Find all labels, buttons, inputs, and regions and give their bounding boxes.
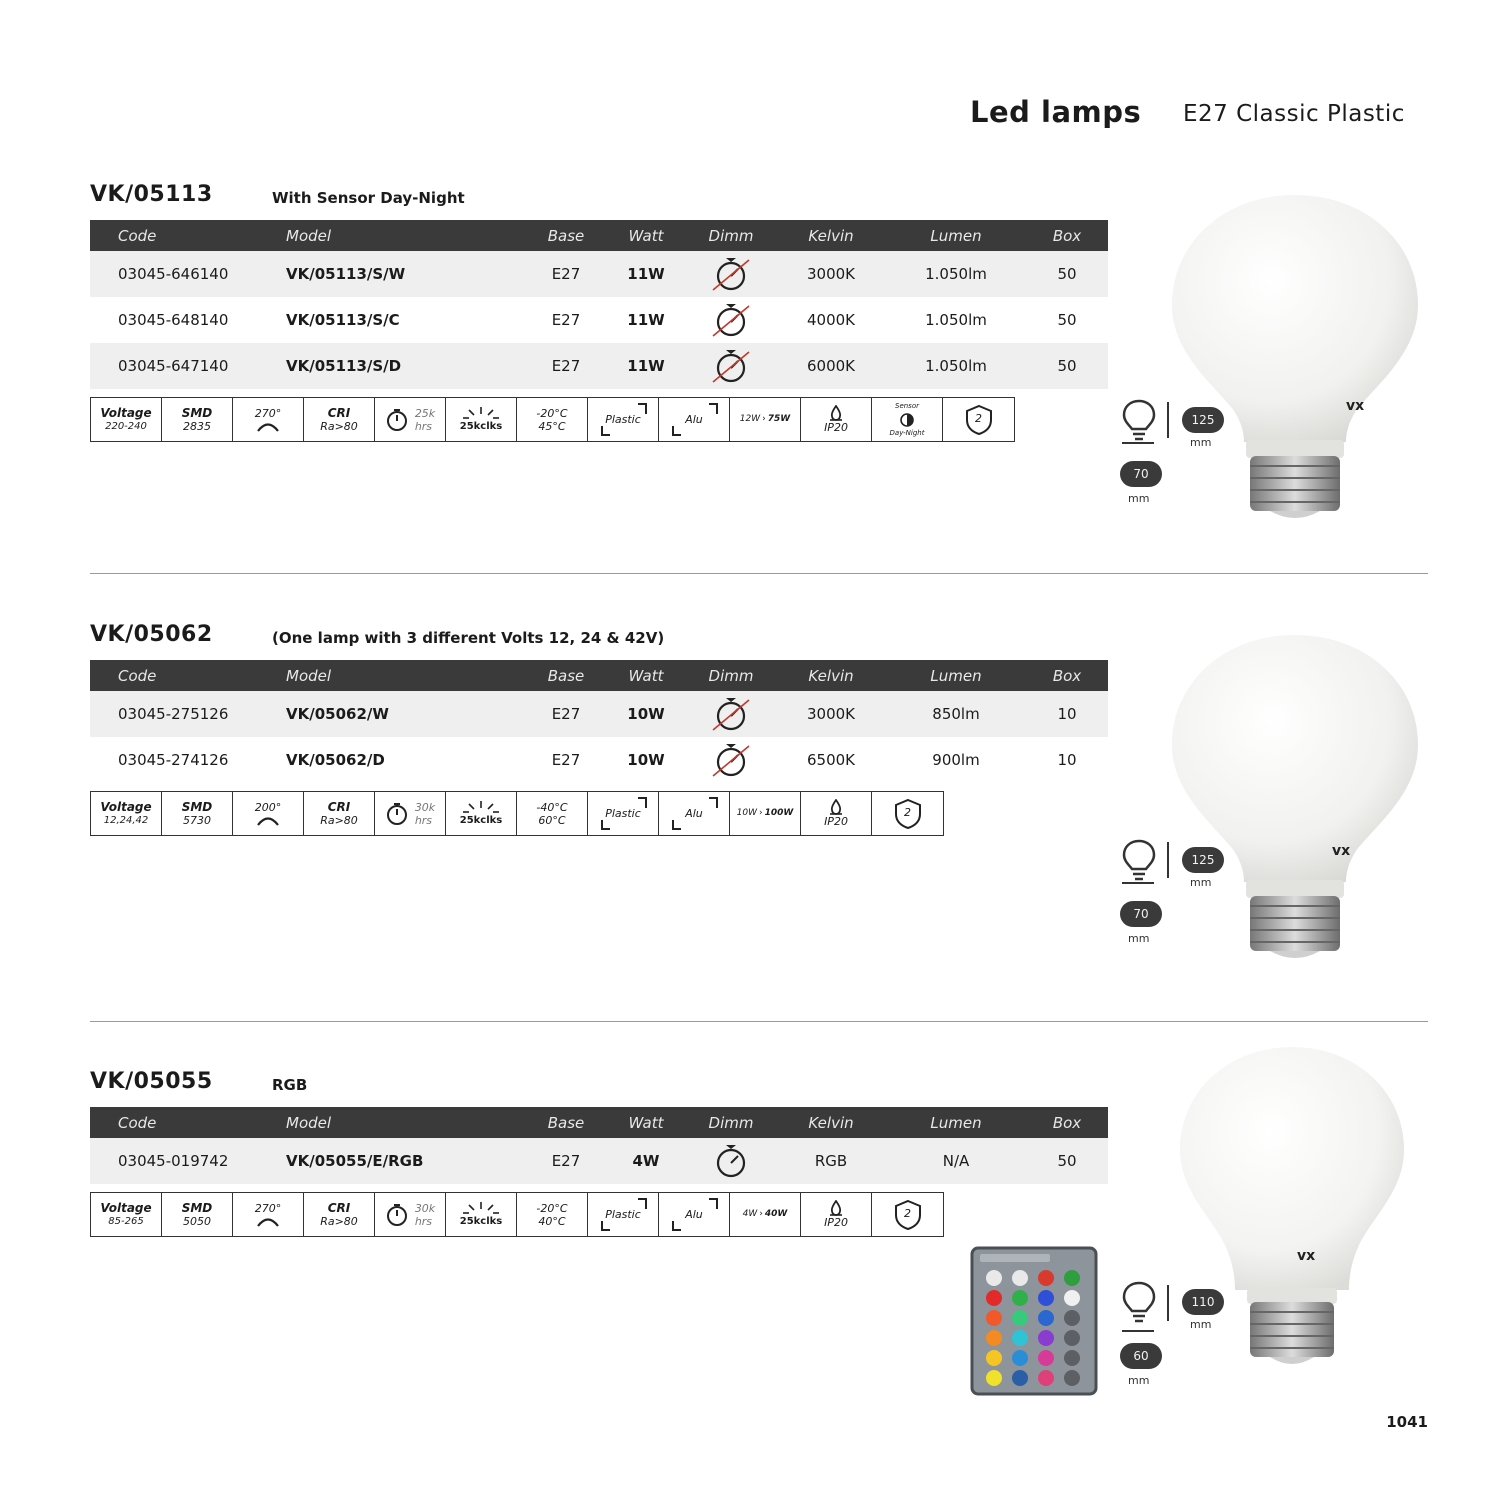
cell-box: 50 <box>1026 1138 1108 1184</box>
page-title: Led lamps <box>970 95 1142 129</box>
col-header-watt: Watt <box>606 220 686 251</box>
table-row <box>90 251 1108 297</box>
feature-voltage: Voltage 85-265 <box>91 1193 162 1236</box>
cell-watt: 11W <box>627 311 665 329</box>
feature-temperature: -20°C 45°C <box>517 398 588 441</box>
feature-icon-strip <box>90 397 1015 442</box>
diameter-unit: mm <box>1128 492 1150 505</box>
col-header-dimm: Dimm <box>686 1107 776 1138</box>
cell-dimm <box>686 343 776 389</box>
feature-equivalence: 12W › 75W <box>730 398 801 441</box>
height-unit: mm <box>1190 876 1212 889</box>
table-header-row <box>90 1107 1108 1138</box>
feature-housing: Plastic <box>588 1193 659 1236</box>
feature-cri: CRI Ra>80 <box>304 1193 375 1236</box>
feature-ip-rating: IP20 <box>801 1193 872 1236</box>
height-value: 110 <box>1182 1289 1224 1315</box>
switch-burst-icon <box>461 406 501 420</box>
cell-base: E27 <box>526 251 606 297</box>
feature-smd: SMD 5050 <box>162 1193 233 1236</box>
height-value: 125 <box>1182 407 1224 433</box>
cell-dimm <box>686 691 776 737</box>
cell-dimm <box>686 251 776 297</box>
table-row <box>90 691 1108 737</box>
col-header-box: Box <box>1026 1107 1108 1138</box>
section-divider <box>90 573 1428 574</box>
cell-dimm <box>686 297 776 343</box>
col-header-model: Model <box>286 660 526 691</box>
svg-text:vx: vx <box>1332 843 1351 859</box>
product-code-heading: VK/05055 <box>90 1069 213 1094</box>
cell-base: E27 <box>551 311 581 329</box>
cell-base: E27 <box>526 343 606 389</box>
feature-beam-angle: 270° <box>233 398 304 441</box>
diameter-value: 60 <box>1120 1343 1162 1369</box>
feature-voltage: Voltage 220-240 <box>91 398 162 441</box>
feature-voltage: Voltage 12,24,42 <box>91 792 162 835</box>
feature-beam-angle: 200° <box>233 792 304 835</box>
arrow-right-icon: › <box>759 808 763 818</box>
cell-dimm <box>686 737 776 783</box>
col-header-kelvin: Kelvin <box>776 220 886 251</box>
product-code-heading: VK/05062 <box>90 622 213 647</box>
width-marker <box>1122 442 1154 444</box>
sensor-day-night-icon <box>898 411 916 429</box>
height-marker <box>1167 842 1169 878</box>
dimmable-icon <box>709 1141 753 1181</box>
cell-watt: 11W <box>606 251 686 297</box>
col-header-code: Code <box>90 220 286 251</box>
not-dimmable-icon <box>709 300 753 340</box>
beam-angle-icon <box>255 814 281 826</box>
col-header-base: Base <box>526 220 606 251</box>
height-unit: mm <box>1190 436 1212 449</box>
bulb-outline-icon <box>1121 838 1157 884</box>
product-description: With Sensor Day-Night <box>272 189 465 207</box>
height-marker <box>1167 1285 1169 1321</box>
width-marker <box>1122 1330 1154 1332</box>
col-header-model: Model <box>286 220 526 251</box>
feature-icon-strip <box>90 791 944 836</box>
cell-box: 50 <box>1026 251 1108 297</box>
housing-bracket-icon <box>596 796 652 831</box>
cell-box: 50 <box>1057 311 1077 329</box>
cell-base: E27 <box>551 751 581 769</box>
feature-lifetime: 30k hrs <box>375 792 446 835</box>
table-header-row <box>90 660 1108 691</box>
cell-lumen: 850lm <box>886 691 1026 737</box>
heatsink-bracket-icon <box>667 402 723 437</box>
feature-lifetime: 25k hrs <box>375 398 446 441</box>
feature-temperature: -20°C 40°C <box>517 1193 588 1236</box>
cell-code: 03045-274126 <box>118 751 229 769</box>
height-unit: mm <box>1190 1318 1212 1331</box>
cell-box: 10 <box>1026 691 1108 737</box>
diameter-value: 70 <box>1120 461 1162 487</box>
lamp-illustration-2 <box>1115 630 1435 970</box>
col-header-code: Code <box>90 660 286 691</box>
not-dimmable-icon <box>709 694 753 734</box>
product-description: (One lamp with 3 different Volts 12, 24 & 42V) <box>272 629 665 647</box>
feature-warranty: 2 <box>943 398 1014 441</box>
table-row <box>90 343 1108 389</box>
arrow-right-icon: › <box>762 414 766 424</box>
feature-equivalence: 4W › 40W <box>730 1193 801 1236</box>
col-header-kelvin: Kelvin <box>776 1107 886 1138</box>
rgb-remote-control-image <box>970 1246 1098 1396</box>
cell-lumen: 1.050lm <box>886 343 1026 389</box>
cell-kelvin: 4000K <box>806 311 855 329</box>
feature-housing: Plastic <box>588 792 659 835</box>
cell-code: 03045-648140 <box>118 311 229 329</box>
product-description: RGB <box>272 1076 308 1094</box>
cell-box: 10 <box>1057 751 1077 769</box>
cell-kelvin: 6000K <box>776 343 886 389</box>
switch-burst-icon <box>461 1201 501 1215</box>
cell-model: VK/05113/S/W <box>286 251 526 297</box>
col-header-lumen: Lumen <box>886 220 1026 251</box>
beam-angle-icon <box>255 1215 281 1227</box>
feature-warranty: 2 <box>872 792 943 835</box>
cell-watt: 4W <box>606 1138 686 1184</box>
table-row <box>90 1138 1108 1184</box>
cell-box: 50 <box>1026 343 1108 389</box>
feature-beam-angle: 270° <box>233 1193 304 1236</box>
cell-kelvin: 3000K <box>776 251 886 297</box>
section-divider <box>90 1021 1428 1022</box>
cell-base: E27 <box>526 1138 606 1184</box>
page-number: 1041 <box>1386 1413 1428 1431</box>
feature-icon-strip <box>90 1192 944 1237</box>
product-code-heading: VK/05113 <box>90 182 213 207</box>
feature-heatsink: Alu <box>659 792 730 835</box>
page-subtitle: E27 Classic Plastic <box>1183 101 1405 127</box>
cell-model: VK/05113/S/C <box>286 311 400 329</box>
feature-equivalence: 10W › 100W <box>730 792 801 835</box>
cell-code: 03045-647140 <box>90 343 286 389</box>
svg-text:vx: vx <box>1346 398 1365 414</box>
feature-switch-cycles: 25kclks <box>446 398 517 441</box>
housing-bracket-icon <box>596 402 652 437</box>
heatsink-bracket-icon <box>667 1197 723 1232</box>
cell-code: 03045-275126 <box>90 691 286 737</box>
lamp-bulb-image <box>1170 630 1420 965</box>
arrow-right-icon: › <box>759 1209 763 1219</box>
col-header-watt: Watt <box>606 660 686 691</box>
feature-smd: SMD 2835 <box>162 398 233 441</box>
feature-temperature: -40°C 60°C <box>517 792 588 835</box>
feature-ip-rating: IP20 <box>801 398 872 441</box>
feature-heatsink: Alu <box>659 398 730 441</box>
height-marker <box>1167 402 1169 438</box>
bulb-outline-icon <box>1121 398 1157 444</box>
col-header-base: Base <box>526 660 606 691</box>
diameter-value: 70 <box>1120 901 1162 927</box>
col-header-box: Box <box>1026 220 1108 251</box>
beam-angle-icon <box>255 420 281 432</box>
col-header-watt: Watt <box>606 1107 686 1138</box>
col-header-dimm: Dimm <box>686 660 776 691</box>
cell-kelvin: 3000K <box>776 691 886 737</box>
not-dimmable-icon <box>709 346 753 386</box>
table-row <box>90 737 1108 783</box>
height-value: 125 <box>1182 847 1224 873</box>
col-header-lumen: Lumen <box>886 1107 1026 1138</box>
col-header-kelvin: Kelvin <box>776 660 886 691</box>
col-header-lumen: Lumen <box>886 660 1026 691</box>
water-drop-icon <box>829 799 843 815</box>
not-dimmable-icon <box>709 254 753 294</box>
feature-smd: SMD 5730 <box>162 792 233 835</box>
col-header-box: Box <box>1026 660 1108 691</box>
spec-table <box>90 660 1108 783</box>
timer-icon <box>385 408 409 432</box>
water-drop-icon <box>829 1200 843 1216</box>
cell-lumen: 1.050lm <box>925 311 987 329</box>
col-header-base: Base <box>526 1107 606 1138</box>
feature-housing: Plastic <box>588 398 659 441</box>
cell-model: VK/05113/S/D <box>286 343 526 389</box>
cell-watt: 11W <box>606 343 686 389</box>
feature-switch-cycles: 25kclks <box>446 1193 517 1236</box>
cell-lumen: 900lm <box>932 751 980 769</box>
not-dimmable-icon <box>709 740 753 780</box>
feature-cri: CRI Ra>80 <box>304 398 375 441</box>
table-row <box>90 297 1108 343</box>
svg-text:vx: vx <box>1297 1248 1316 1264</box>
switch-burst-icon <box>461 800 501 814</box>
cell-code: 03045-646140 <box>90 251 286 297</box>
heatsink-bracket-icon <box>667 796 723 831</box>
cell-dimm <box>686 1138 776 1184</box>
lamp-illustration-3 <box>1115 1045 1435 1390</box>
cell-watt: 10W <box>606 691 686 737</box>
col-header-code: Code <box>90 1107 286 1138</box>
bulb-outline-icon <box>1121 1280 1157 1326</box>
diameter-unit: mm <box>1128 1374 1150 1387</box>
diameter-unit: mm <box>1128 932 1150 945</box>
lamp-bulb-image <box>1170 190 1420 525</box>
cell-code: 03045-019742 <box>90 1138 286 1184</box>
feature-ip-rating: IP20 <box>801 792 872 835</box>
spec-table <box>90 1107 1108 1184</box>
lamp-illustration-1 <box>1115 190 1435 530</box>
cell-kelvin: RGB <box>776 1138 886 1184</box>
cell-kelvin: 6500K <box>806 751 855 769</box>
cell-watt: 10W <box>627 751 665 769</box>
housing-bracket-icon <box>596 1197 652 1232</box>
feature-heatsink: Alu <box>659 1193 730 1236</box>
feature-sensor: Sensor Day-Night <box>872 398 943 441</box>
feature-cri: CRI Ra>80 <box>304 792 375 835</box>
cell-base: E27 <box>526 691 606 737</box>
cell-lumen: 1.050lm <box>886 251 1026 297</box>
spec-table <box>90 220 1108 389</box>
width-marker <box>1122 882 1154 884</box>
cell-model: VK/05062/D <box>286 751 385 769</box>
timer-icon <box>385 802 409 826</box>
water-drop-icon <box>829 405 843 421</box>
timer-icon <box>385 1203 409 1227</box>
cell-lumen: N/A <box>886 1138 1026 1184</box>
feature-switch-cycles: 25kclks <box>446 792 517 835</box>
feature-lifetime: 30k hrs <box>375 1193 446 1236</box>
cell-model: VK/05062/W <box>286 691 526 737</box>
table-header-row <box>90 220 1108 251</box>
col-header-model: Model <box>286 1107 526 1138</box>
cell-model: VK/05055/E/RGB <box>286 1138 526 1184</box>
col-header-dimm: Dimm <box>686 220 776 251</box>
feature-warranty: 2 <box>872 1193 943 1236</box>
